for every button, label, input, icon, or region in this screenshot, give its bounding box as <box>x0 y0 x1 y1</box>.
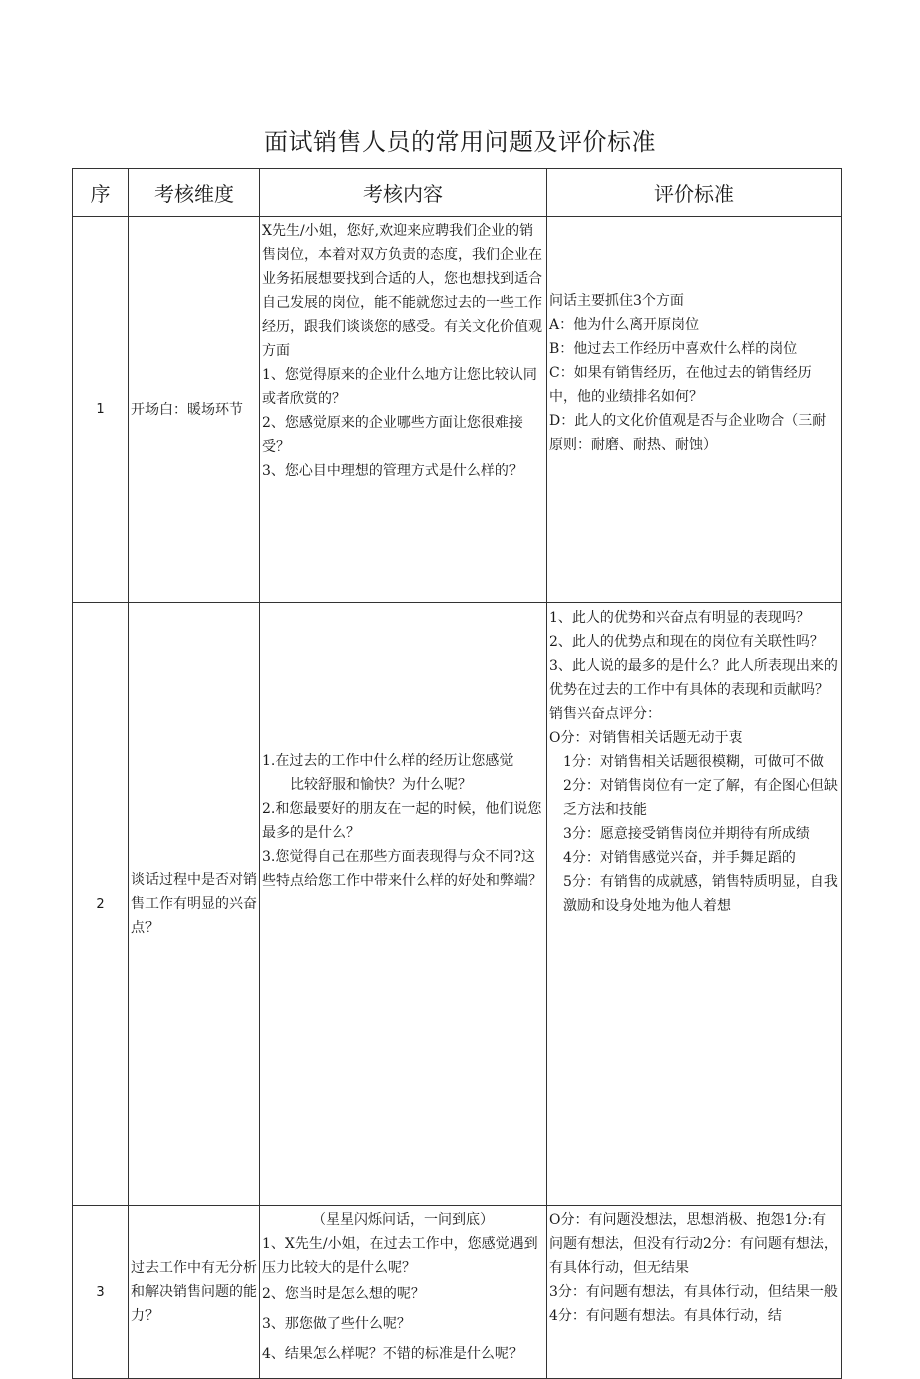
row-content <box>260 1206 547 1379</box>
page-title: 面试销售人员的常用问题及评价标准 <box>264 128 656 156</box>
content-question: 3、那您做了些什么呢？ <box>262 1316 411 1332</box>
evaluation-item: D：此人的文化价值观是否与企业吻合（三耐原则：耐磨、耐热、耐蚀） <box>549 413 827 453</box>
evaluation-item: A：他为什么离开原岗位 <box>549 317 700 333</box>
evaluation-item: 问话主要抓住3个方面 <box>549 293 684 309</box>
content-question-continued: 比较舒服和愉快？为什么呢？ <box>290 777 472 793</box>
content-question: 3.您觉得自己在那些方面表现得与众不同?这些特点给您工作中带来什么样的好处和弊端？ <box>262 849 542 889</box>
evaluation-item: C：如果有销售经历，在他过去的销售经历中，他的业绩排名如何？ <box>549 365 812 405</box>
table-header-row <box>73 169 842 217</box>
row-dimension: 开场白：暖场环节 <box>129 217 260 603</box>
row-content <box>260 217 547 603</box>
table-row <box>73 217 842 603</box>
row-evaluation <box>547 603 842 1206</box>
evaluation-heading: 销售兴奋点评分： <box>549 706 661 722</box>
score-item: 4分：对销售感觉兴奋，并手舞足蹈的 <box>563 850 796 866</box>
row-dimension: 谈话过程中是否对销售工作有明显的兴奋点？ <box>129 603 260 1206</box>
score-item: 1分：对销售相关话题很模糊，可做可不做 <box>563 754 824 770</box>
content-note: （星星闪烁问话，一问到底） <box>312 1212 494 1228</box>
interview-criteria-table <box>72 168 842 1379</box>
score-item: O分：对销售相关话题无动于衷 <box>549 730 743 746</box>
row-dimension: 过去工作中有无分析和解决销售问题的能力？ <box>129 1206 260 1379</box>
row-evaluation <box>547 1206 842 1379</box>
evaluation-item: 2、此人的优势点和现在的岗位有关联性吗？ <box>549 634 824 650</box>
table-row <box>73 1206 842 1379</box>
header-content: 考核内容 <box>260 169 547 217</box>
score-item: 5分：有销售的成就感，销售特质明显，自我激励和设身处地为他人着想 <box>563 874 838 914</box>
content-question: 2、您当时是怎么想的呢？ <box>262 1286 425 1302</box>
row-seq: 3 <box>73 1206 129 1379</box>
header-dimension: 考核维度 <box>129 169 260 217</box>
content-question: 1.在过去的工作中什么样的经历让您感觉 <box>262 753 514 769</box>
row-seq: 1 <box>73 217 129 603</box>
content-question: 1、X先生/小姐，在过去工作中，您感觉遇到压力比较大的是什么呢？ <box>262 1236 538 1276</box>
content-question: 3、您心目中理想的管理方式是什么样的？ <box>262 463 523 479</box>
evaluation-item: B：他过去工作经历中喜欢什么样的岗位 <box>549 341 798 357</box>
score-item: 4分：有问题有想法。有具体行动，结 <box>549 1308 782 1324</box>
content-question: 1、您觉得原来的企业什么地方让您比较认同或者欣赏的？ <box>262 367 537 407</box>
row-evaluation <box>547 217 842 603</box>
content-paragraph: X先生/小姐，您好,欢迎来应聘我们企业的销售岗位，本着对双方负责的态度，我们企业在业务拓展想要找到合适的人，您也想找到适合自己发展的岗位，能不能就您过去的一些工作经历，跟我们谈谈您的感受。有关文化价值观方面 <box>262 223 542 359</box>
row-seq: 2 <box>73 603 129 1206</box>
content-question: 4、结果怎么样呢？不错的标准是什么呢？ <box>262 1346 523 1362</box>
header-seq: 序 <box>73 169 129 217</box>
evaluation-item: 1、此人的优势和兴奋点有明显的表现吗？ <box>549 610 810 626</box>
score-item: 3分：愿意接受销售岗位并期待有所成绩 <box>563 826 810 842</box>
content-question: 2.和您最要好的朋友在一起的时候，他们说您最多的是什么？ <box>262 801 542 841</box>
score-item: 2分：对销售岗位有一定了解，有企图心但缺乏方法和技能 <box>563 778 838 818</box>
score-item: 3分：有问题有想法，有具体行动，但结果一般 <box>549 1284 838 1300</box>
row-content <box>260 603 547 1206</box>
table-row <box>73 603 842 1206</box>
content-question: 2、您感觉原来的企业哪些方面让您很难接受？ <box>262 415 523 455</box>
header-evaluation: 评价标准 <box>547 169 842 217</box>
evaluation-item: 3、此人说的最多的是什么？此人所表现出来的优势在过去的工作中有具体的表现和贡献吗？ <box>549 658 838 698</box>
score-item: O分：有问题没想法，思想消极、抱怨1分:有问题有想法，但没有行动2分：有问题有想法，有具体行动，但无结果 <box>549 1212 838 1276</box>
